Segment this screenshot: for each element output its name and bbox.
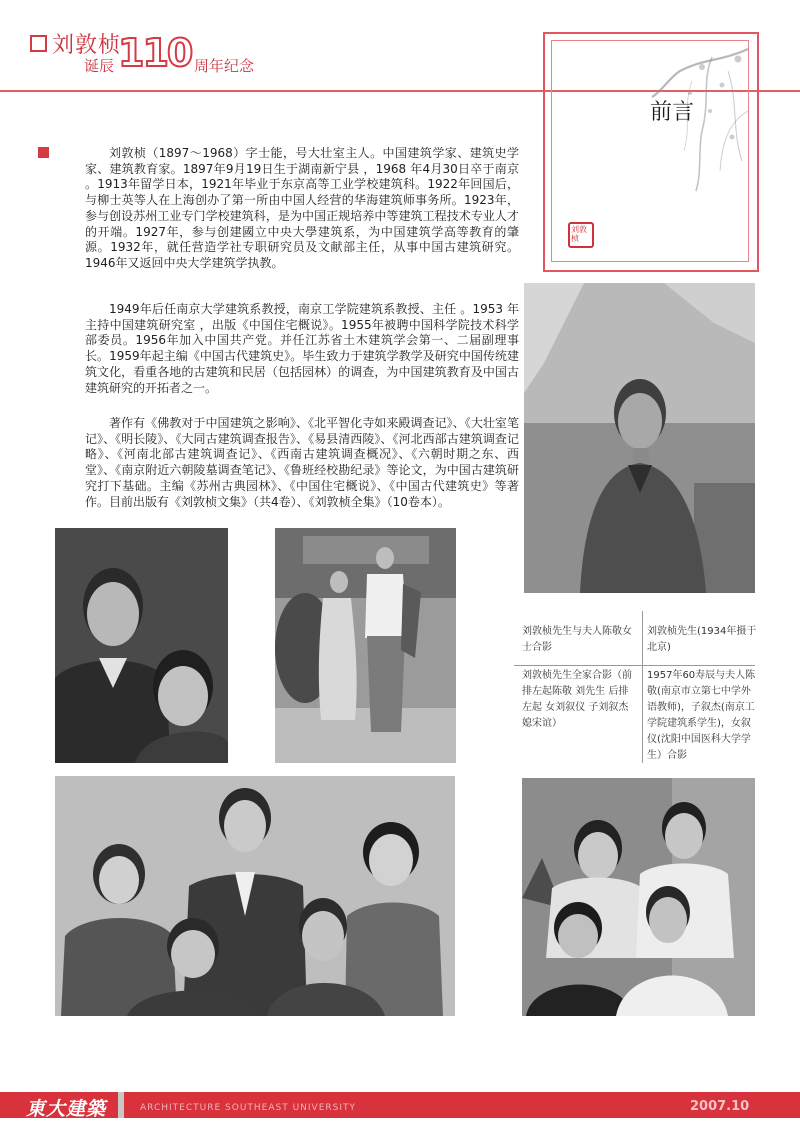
header-sub-label: 诞辰 [84,57,115,75]
footer-english-text: ARCHITECTURE SOUTHEAST UNIVERSITY [140,1103,357,1113]
title-square-icon [30,35,47,52]
section-bullet-icon [38,147,49,158]
seal-text: 刘敦桢 [571,225,587,244]
caption-grid-vertical [642,611,643,763]
caption-portrait: 刘敦桢先生(1934年摄于北京) [647,626,757,653]
footer-divider [118,1092,124,1118]
photo-family [55,776,455,1016]
photo-family-four [522,778,755,1016]
caption-family: 刘敦桢先生全家合影（前排左起陈敬 刘先生 后排左起 女刘叙仪 子刘叙杰 媳宋谊） [522,670,632,729]
footer-logo [22,1092,120,1118]
preface-title: 前言 [650,100,695,125]
caption-couple: 刘敦桢先生与夫人陈敬女士合影 [522,626,632,653]
footer-logo-text: 東大建築 [26,1098,107,1120]
photo-couple-standing [275,528,456,763]
photo-couple [55,528,228,763]
photo-portrait [524,283,755,593]
header-name: 刘敦桢 [52,33,122,58]
footer-date: 2007.10 [690,1099,750,1114]
body-paragraph-2: 1949年后任南京大学建筑系教授，南京工学院建筑系教授、主任 。1953 年主持中国建筑研究室 ，出版《中国住宅概说》。1955年被聘中国科学院技术科学部委员。1956年加入中国共产党。并任江苏省土木建筑学会第一、二届副理事长。1959年起主编《中国古代建筑史》。毕生致力于建筑学教学及研究中国传统建筑文化，看重各地的古建筑和民居（包括园林）的调查，为中国建筑教育及中国古建筑研究的开拓者之一。 [85,302,519,395]
body-paragraph-3: 著作有《佛教对于中国建筑之影响》、《北平智化寺如来殿调查记》、《大壮室笔记》、《明长陵》、《大同古建筑调查报告》、《易县清西陵》、《河北西部古建筑调查记略》、《河南北部古建筑调查记》、《西南古建筑调查概况》、《六朝时期之东、西堂》、《南京附近六朝陵墓调查笔记》、《鲁班经校勘纪录》等论文，为中国古建筑研究打下基础。主编《苏州古典园林》、《中国住宅概说》、《中国古代建筑史》等著作。目前出版有《刘敦桢文集》（共4卷）、《刘敦桢全集》（10卷本）。 [85,416,519,509]
header-anniversary-number: 110 [118,31,192,75]
caption-family-four: 1957年60寿辰与夫人陈敬(南京市立第七中学外语教师)，子叙杰(南京工学院建筑系学生)，女叙仪(沈阳中国医科大学学生）合影 [647,670,756,761]
caption-grid-horizontal [514,665,755,666]
header-sub-label-tail: 周年纪念 [194,57,255,75]
body-paragraph-1: 刘敦桢（1897～1968）字士能，号大壮室主人。中国建筑学家、建筑史学家、建筑教育家。1897年9月19日生于湖南新宁县 ，1968 年4月30日卒于南京 。1913年留学日本，1921年毕业于东京高等工业学校建筑科。1922年回国后，与柳士英等人在上海创办了第一所由中国人经营的华海建筑师事务所。1923年，参与创设苏州工业专门学校建筑科，是为中国正规培养中等建筑工程技术专业人才的开端。1927年，参与创建國立中央大學建筑系，为中国建筑学高等教育的肇源。1932年，就任营造学社专职研究员及文献部主任，从事中国古建筑研究。1946年又返回中央大学建筑学执教。 [85,146,519,270]
seal-stamp-icon [568,222,594,248]
